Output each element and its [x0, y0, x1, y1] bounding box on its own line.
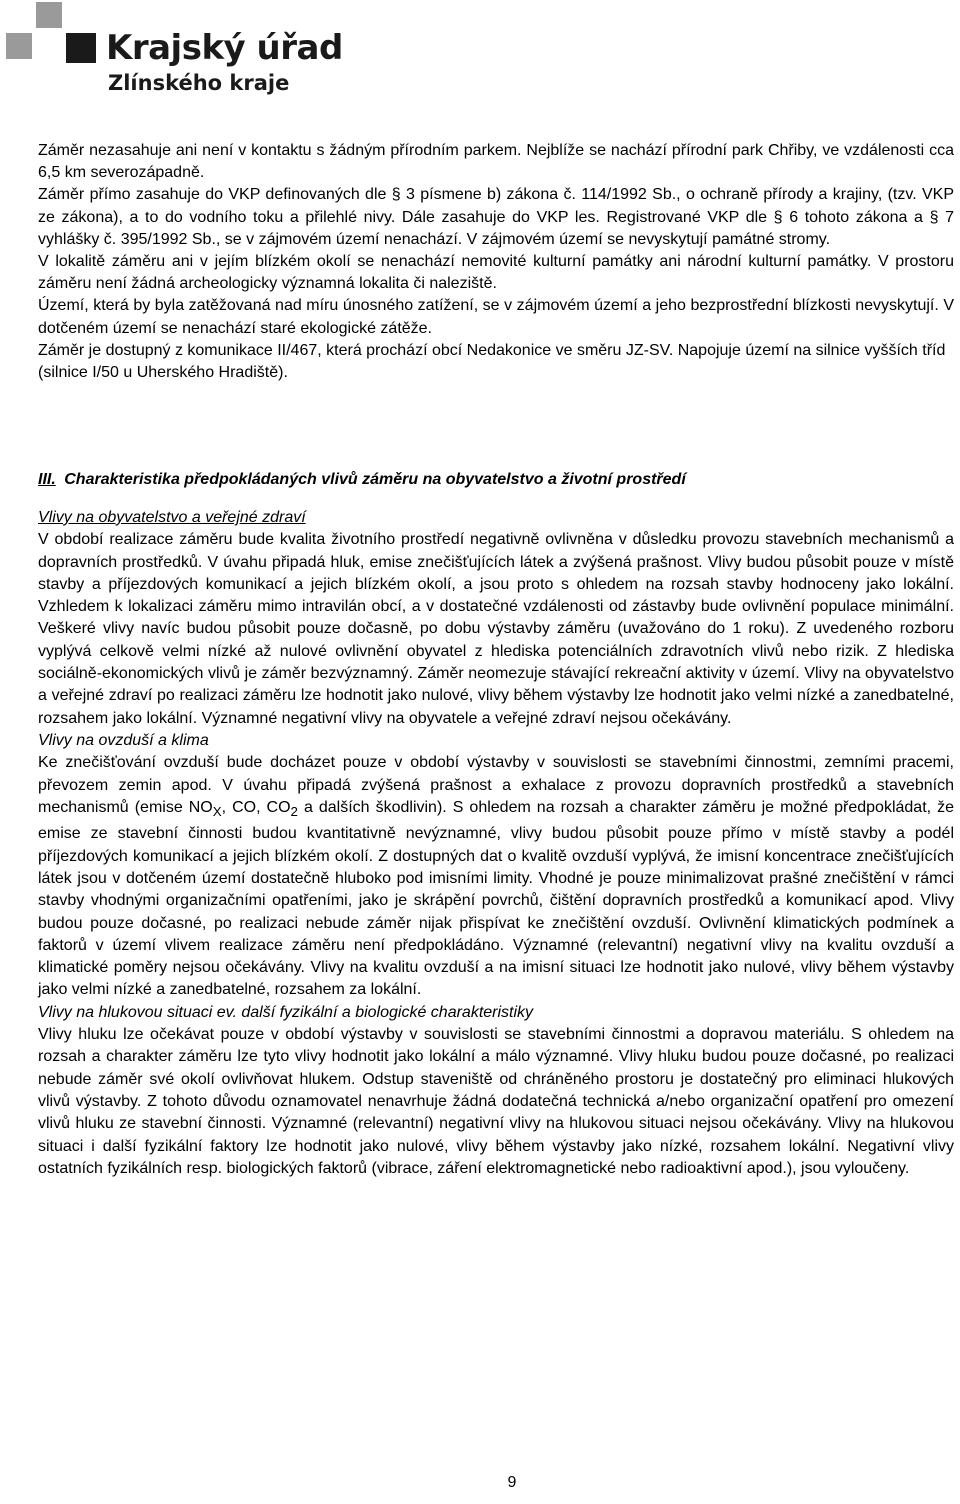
subheading: Vlivy na obyvatelstvo a veřejné zdraví [38, 509, 306, 526]
page-number: 9 [507, 1474, 517, 1491]
subheading: Vlivy na hlukovou situaci ev. další fyzikální a biologické charakteristiky [38, 1003, 534, 1021]
paragraph: Záměr přímo zasahuje do VKP definovaných dle § 3 písmene b) zákona č. 114/1992 Sb., o ochraně přírody a krajiny, (tzv. VKP ze zákona), a to do vodního toku a přilehlé nivy. Dále zasahuje do VKP les. Registrované VKP dle § 6 tohoto zákona a § 7 vyhlášky č. 395/1992 Sb., se v zájmovém území nenachází. V zájmovém území se nevyskytují památné stromy. [38, 186, 954, 248]
section-title: Charakteristika předpokládaných vlivů záměru na obyvatelstvo a životní prostředí [64, 471, 686, 488]
org-name: Krajský úřad [106, 28, 343, 68]
subscript: 2 [290, 804, 298, 820]
section-body [38, 507, 954, 1180]
section-heading [38, 468, 954, 492]
text-run: a dalších škodlivin). S ohledem na rozsah a charakter záměru je možné předpokládat, že emise ze stavební činnosti budou kvantitativně nevýznamné, vlivy budou působit pouze přímo v místě stavby a podél příjezdových komunikací a jejich blízkém okolí. Z dostupných dat o kvalitě ovzduší vyplývá, že imisní koncentrace znečišťujících látek jsou v dotčeném území dostatečně hluboko pod imisními limity. Vhodné je pouze minimalizovat prašné znečištění v rámci stavby vhodnými organizačními opatřeními, jako je skrápění povrchů, čištění dopravních prostředků a komunikací apod. Vlivy budou pouze dočasné, po realizaci nebude záměr nijak přispívat ke znečištění ovzduší. Ovlivnění klimatických podmínek a faktorů v území vlivem realizace záměru není předpokládáno. Významné (relevantní) negativní vlivy na kvalitu ovzduší a klimatické poměry nejsou očekávány. Vlivy na kvalitu ovzduší a na imisní situaci lze hodnotit jako nulové, vlivy během výstavby jako velmi nízké a zanedbatelné, rozsahem za lokální. [38, 798, 955, 999]
logo-square [6, 33, 32, 59]
text-run: , CO, CO [221, 798, 291, 816]
org-region: Zlínského kraje [108, 71, 290, 95]
paragraph: V období realizace záměru bude kvalita životního prostředí negativně ovlivněna v důsledku provozu stavebních mechanismů a dopravních prostředků. V úvahu připadá hluk, emise znečišťujících látek a zvýšená prašnost. Vlivy budou působit pouze v místě stavby a příjezdových komunikací a jejich blízkém okolí, a jsou proto s ohledem na rozsah stavby hodnoceny jako lokální. Vzhledem k lokalizaci záměru mimo intravilán obcí, a v dostatečné vzdálenosti od zástavby bude ovlivnění populace minimální. Veškeré vlivy navíc budou působit pouze dočasně, po dobu výstavby záměru (uvažováno do 1 roku). Z uvedeného rozboru vyplývá celkově velmi nízké až nulové ovlivnění obyvatel z hlediska potenciálních zdravotních vlivů nebo rizik. Z hlediska sociálně-ekonomických vlivů je záměr bezvýznamný. Záměr neomezuje stávající rekreační aktivity v území. Vlivy na obyvatelstvo a veřejné zdraví po realizaci záměru lze hodnotit jako nulové, vlivy během výstavby lze hodnotit jako velmi nízké a zanedbatelné, rozsahem jako lokální. Významné negativní vlivy na obyvatele a veřejné zdraví nejsou očekávány. [38, 531, 954, 727]
logo-square [66, 33, 96, 63]
text-run: Ke znečišťování ovzduší bude docházet pouze v období výstavby v souvislosti se stavebními činnostmi, zemními pracemi, převozem zemin apod. V úvahu připadá zvýšená prašnost a exhalace z provozu dopravních prostředků a stavebních mechanismů (emise NO [38, 754, 954, 816]
paragraph: Území, která by byla zatěžovaná nad míru únosného zatížení, se v zájmovém území a jeho bezprostřední blízkosti nevyskytují. V dotčeném území se nenachází staré ekologické zátěže. [38, 297, 954, 337]
section-number: III. [38, 471, 56, 488]
logo [0, 0, 343, 100]
paragraph: Vlivy hluku lze očekávat pouze v období výstavby v souvislosti se stavebními činnostmi a dopravou materiálu. S ohledem na rozsah a charakter záměru lze tyto vlivy hodnotit jako lokální a málo významné. Vlivy hluku budou pouze dočasné, po realizaci nebude záměr své okolí ovlivňovat hlukem. Odstup staveniště od chráněného prostoru je dostatečný pro eliminaci hlukových vlivů výstavby. Z tohoto důvodu oznamovatel nenavrhuje žádná dodatečná technická a/nebo organizační opatření pro omezení vlivů hluku ze stavební činnosti. Významné (relevantní) negativní vlivy na hlukovou situaci nejsou očekávány. Vlivy na hlukovou situaci i další fyzikální faktory lze hodnotit jako nulové, vlivy během výstavby jako nízké, rozsahem lokální. Negativní vlivy ostatních fyzikálních resp. biologických faktorů (vibrace, záření elektromagnetické nebo radioaktivní apod.), jsou vyloučeny. [38, 1026, 954, 1177]
subscript: X [212, 804, 222, 820]
intro-text [38, 140, 954, 384]
paragraph: Záměr nezasahuje ani není v kontaktu s žádným přírodním parkem. Nejblíže se nachází přírodní park Chřiby, ve vzdálenosti cca 6,5 km severozápadně. [38, 142, 954, 182]
paragraph: Záměr je dostupný z komunikace II/467, která prochází obcí Nedakonice ve směru JZ-SV. Napojuje území na silnice vyšších tříd (silnice I/50 u Uherského Hradiště). [38, 341, 946, 382]
paragraph [38, 752, 954, 1001]
subheading: Vlivy na ovzduší a klima [38, 731, 209, 749]
paragraph: V lokalitě záměru ani v jejím blízkém okolí se nenachází nemovité kulturní památky ani národní kulturní památky. V prostoru záměru není žádná archeologicky významná lokalita či naleziště. [38, 253, 954, 293]
logo-square [36, 2, 62, 28]
